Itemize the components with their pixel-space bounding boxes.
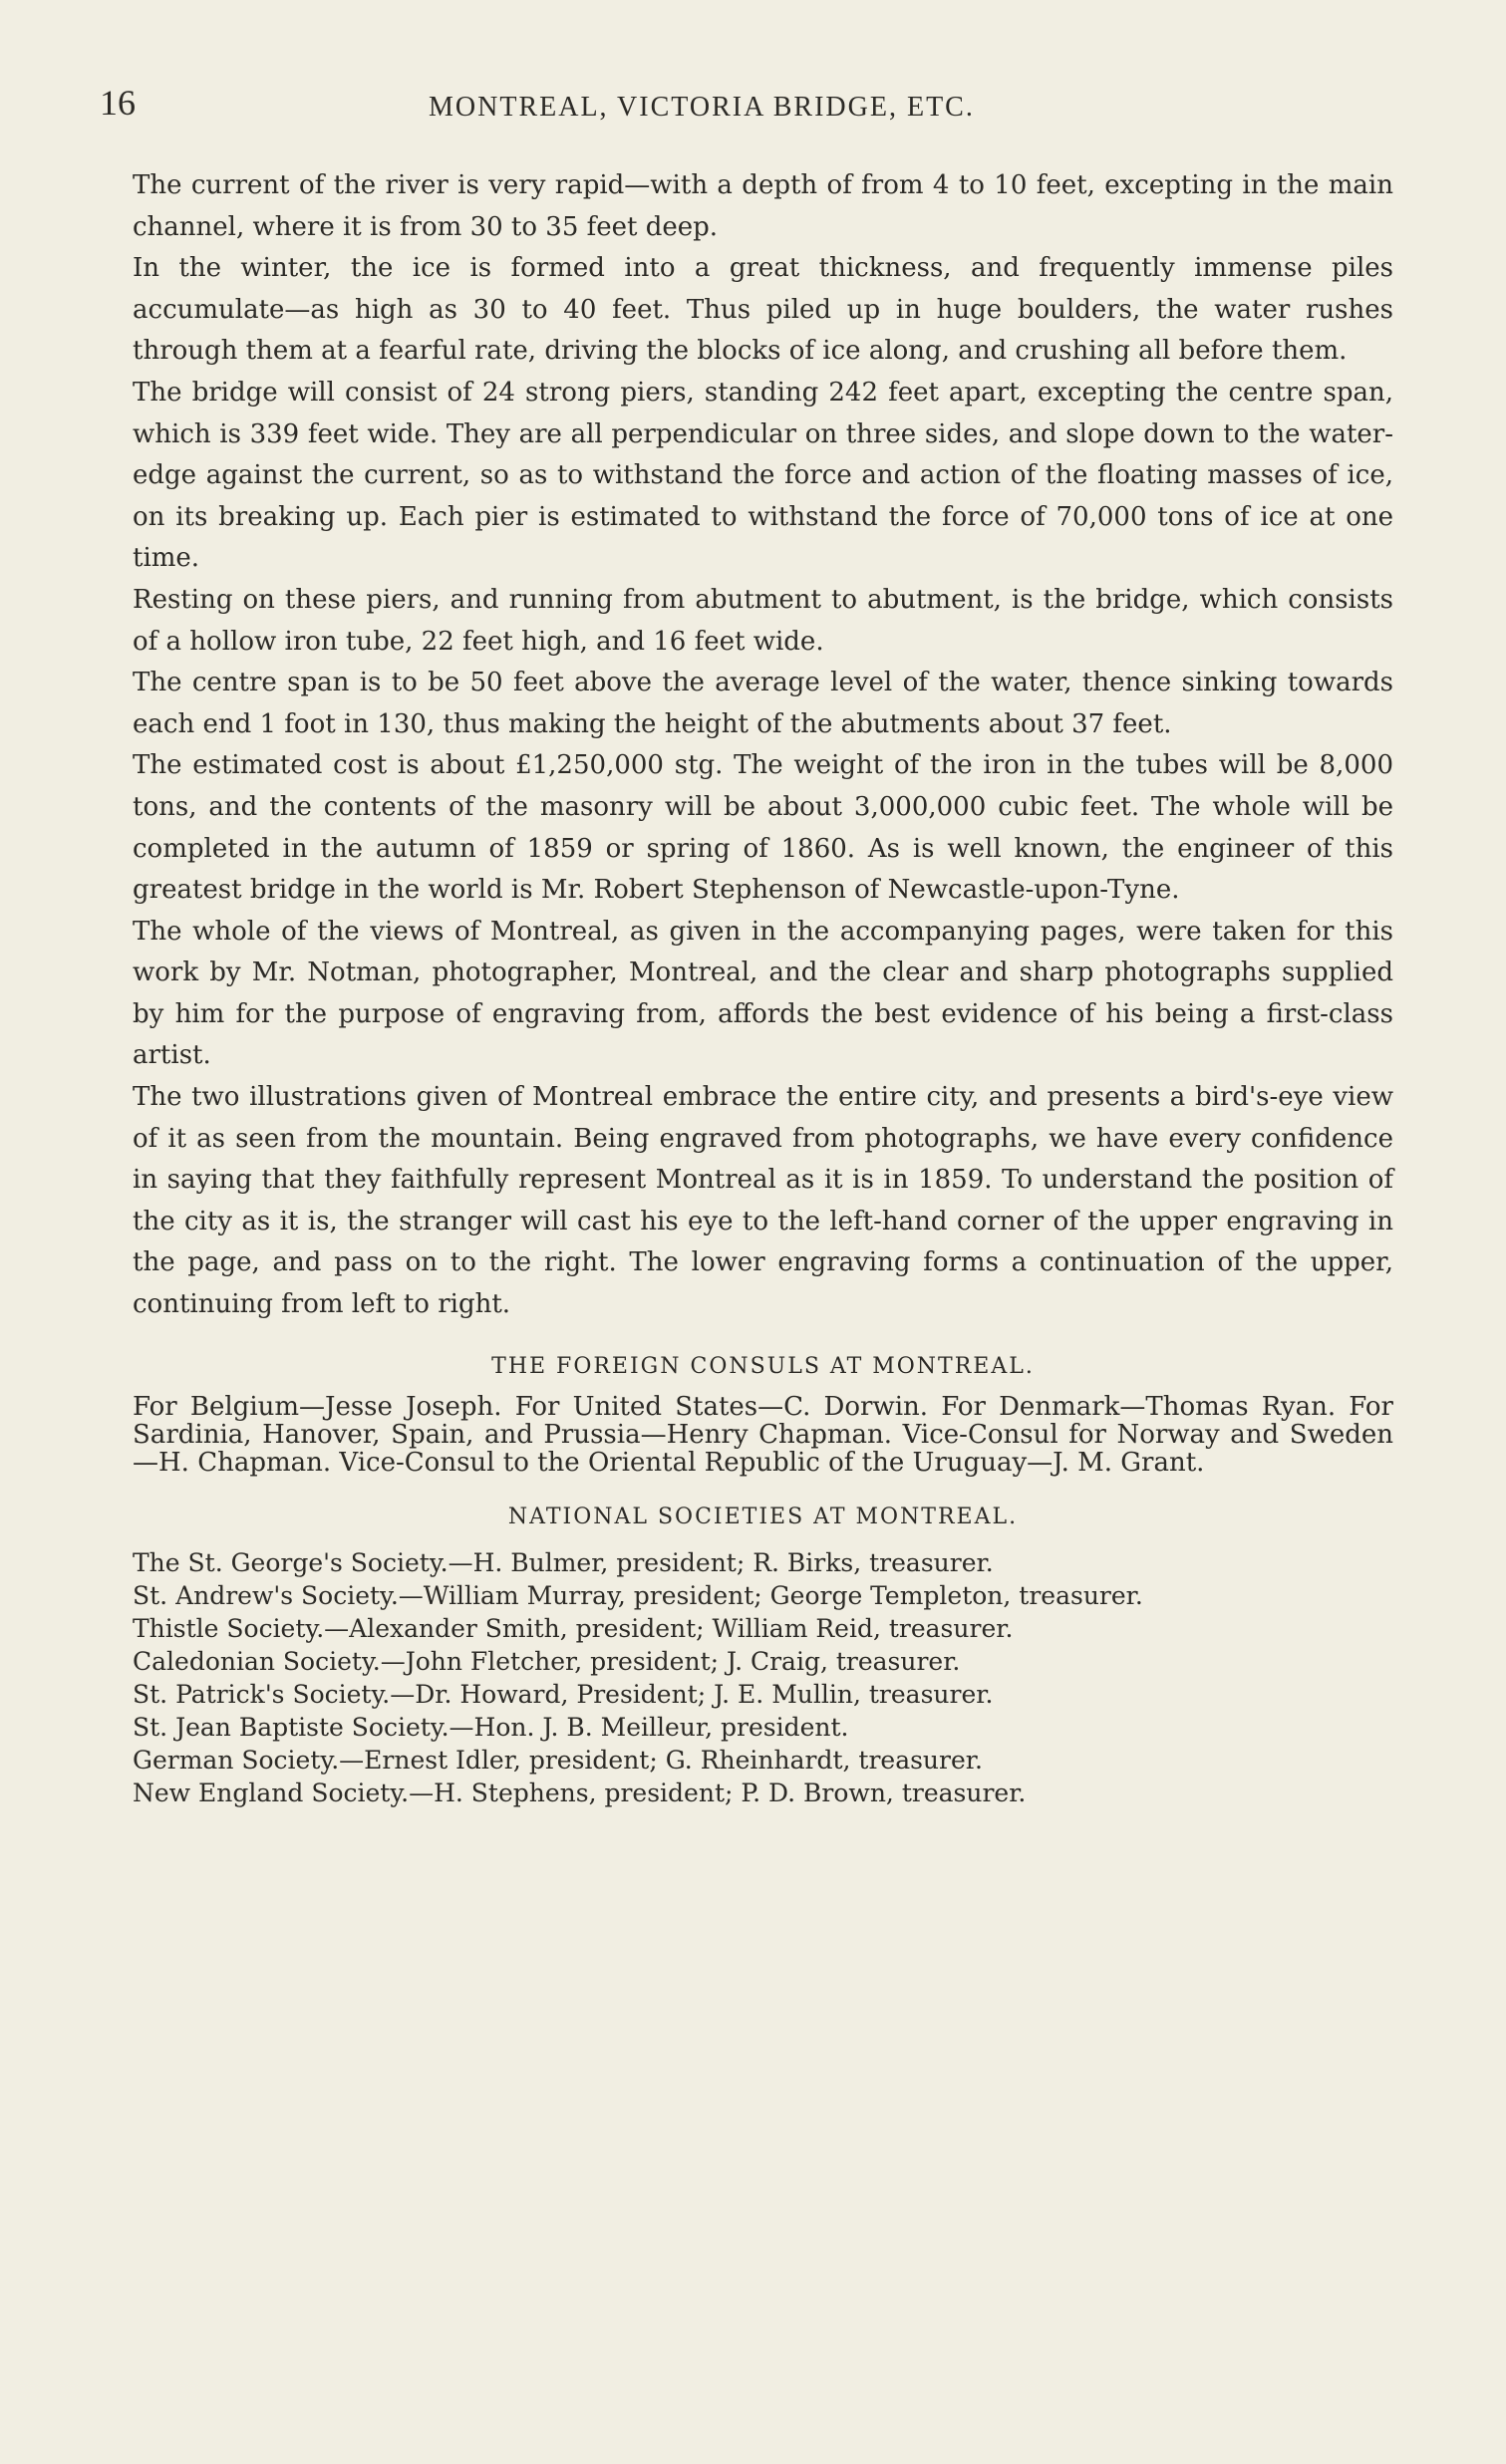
paragraph: Resting on these piers, and running from abutment to abutment, is the bridge, which consists of a hollow iron tube, 22 feet high, and 16 feet wide. bbox=[133, 584, 1393, 657]
consuls-section bbox=[133, 1393, 1393, 1477]
societies-list bbox=[133, 1546, 1393, 1809]
society-entry: The St. George's Society.—H. Bulmer, president; R. Birks, treasurer. bbox=[133, 1547, 994, 1577]
paragraph: The current of the river is very rapid—with a depth of from 4 to 10 feet, excepting in the main channel, where it is from 30 to 35 feet deep. bbox=[133, 170, 1393, 242]
societies-heading: NATIONAL SOCIETIES AT MONTREAL. bbox=[507, 1505, 1019, 1530]
paragraph: The bridge will consist of 24 strong piers, standing 242 feet apart, excepting the centre span, which is 339 feet wide. They are all perpendicular on three sides, and slope down to the water-edge against the current, so as to withstand the force and action of the floating masses of ice, on its breaking up. Each pier is estimated to withstand the force of 70,000 tons of ice at one time. bbox=[133, 377, 1393, 574]
paragraph: The estimated cost is about £1,250,000 stg. The weight of the iron in the tubes will be 8,000 tons, and the contents of the masonry will be about 3,000,000 cubic feet. The whole will be completed in the autumn of 1859 or spring of 1860. As is well known, the engineer of this greatest bridge in the world is Mr. Robert Stephenson of Newcastle-upon-Tyne. bbox=[133, 750, 1393, 906]
page-number: 16 bbox=[100, 83, 136, 123]
society-entry: Thistle Society.—Alexander Smith, president; William Reid, treasurer. bbox=[133, 1613, 1014, 1643]
society-entry: New England Society.—H. Stephens, president; P. D. Brown, treasurer. bbox=[133, 1778, 1027, 1807]
page-header bbox=[100, 82, 1395, 132]
society-entry: St. Patrick's Society.—Dr. Howard, President; J. E. Mullin, treasurer. bbox=[133, 1679, 994, 1709]
society-entry: St. Andrew's Society.—William Murray, president; George Templeton, treasurer. bbox=[133, 1580, 1143, 1610]
consuls-text: For Belgium—Jesse Joseph. For United States—C. Dorwin. For Denmark—Thomas Ryan. For Sardinia, Hanover, Spain, and Prussia—Henry Chapman. Vice-Consul for Norway and Sweden—H. Chapman. Vice-Consul to the Oriental Republic of the Uruguay—J. M. Grant. bbox=[133, 1392, 1393, 1479]
paragraph: The centre span is to be 50 feet above the average level of the water, thence sinking towards each end 1 foot in 130, thus making the height of the abutments about 37 feet. bbox=[133, 668, 1393, 739]
running-title: MONTREAL, VICTORIA BRIDGE, ETC. bbox=[429, 92, 975, 123]
body-text bbox=[133, 165, 1393, 1809]
consuls-heading: THE FOREIGN CONSULS AT MONTREAL. bbox=[491, 1353, 1035, 1379]
paragraph: In the winter, the ice is formed into a great thickness, and frequently immense piles accumulate—as high as 30 to 40 feet. Thus piled up in huge boulders, the water rushes through them at a fearful rate, driving the blocks of ice along, and crushing all before them. bbox=[133, 253, 1393, 367]
paragraph: The two illustrations given of Montreal embrace the entire city, and presents a bird's-eye view of it as seen from the mountain. Being engraved from photographs, we have every confidence in saying that they faithfully represent Montreal as it is in 1859. To understand the position of the city as it is, the stranger will cast his eye to the left-hand corner of the upper engraving in the page, and pass on to the right. The lower engraving forms a continuation of the upper, continuing from left to right. bbox=[133, 1082, 1393, 1320]
society-entry: St. Jean Baptiste Society.—Hon. J. B. Meilleur, president. bbox=[133, 1712, 849, 1742]
society-entry: Caledonian Society.—John Fletcher, president; J. Craig, treasurer. bbox=[133, 1646, 961, 1676]
paragraph: The whole of the views of Montreal, as given in the accompanying pages, were taken for this work by Mr. Notman, photographer, Montreal, and the clear and sharp photographs supplied by him for the purpose of engraving from, affords the best evidence of his being a first-class artist. bbox=[133, 916, 1393, 1071]
society-entry: German Society.—Ernest Idler, president; G. Rheinhardt, treasurer. bbox=[133, 1745, 983, 1775]
